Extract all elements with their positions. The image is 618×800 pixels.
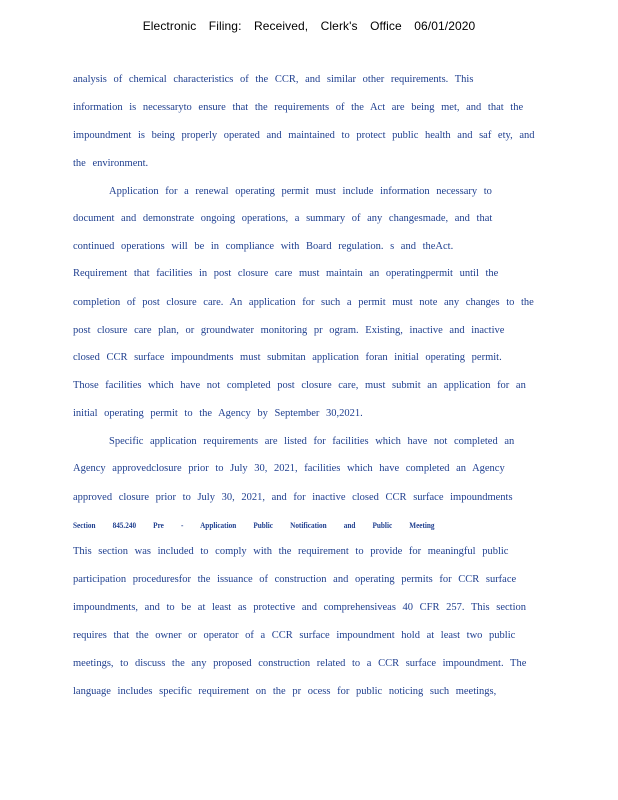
- body-line: Those facilities which have not completed post closure care, must submit an application for an: [73, 380, 526, 391]
- body-line: Agency approvedclosure prior to July 30, 2021, facilities which have completed an Agency: [73, 463, 505, 474]
- body-line: document and demonstrate ongoing operations, a summary of any changesmade, and that: [73, 213, 493, 224]
- body-line: analysis of chemical characteristics of the CCR, and similar other requirements. This: [73, 74, 474, 85]
- section-heading: Section 845.240 Pre - Application Public Notification and Public Meeting: [73, 520, 435, 530]
- body-line: Requirement that facilities in post closure care must maintain an operatingpermit until the: [73, 268, 499, 279]
- body-line: closed CCR surface impoundments must submitan application foran initial operating permit.: [73, 352, 502, 363]
- body-line: language includes specific requirement on the pr ocess for public noticing such meetings,: [73, 686, 497, 697]
- paragraph-first-line: Specific application requirements are listed for facilities which have not completed an: [109, 436, 515, 447]
- body-line: impoundments, and to be at least as protective and comprehensiveas 40 CFR 257. This section: [73, 602, 526, 613]
- body-line: impoundment is being properly operated and maintained to protect public health and saf ety, and: [73, 130, 535, 141]
- filing-stamp-header: Electronic Filing: Received, Clerk's Office 06/01/2020: [142, 19, 476, 33]
- body-line: This section was included to comply with the requirement to provide for meaningful public: [73, 546, 509, 557]
- body-line: participation proceduresfor the issuance of construction and operating permits for CCR surface: [73, 574, 517, 585]
- body-line: continued operations will be in compliance with Board regulation. s and theAct.: [73, 241, 454, 252]
- body-line: the environment.: [73, 158, 149, 169]
- body-line: requires that the owner or operator of a CCR surface impoundment hold at least two public: [73, 630, 516, 641]
- body-line: post closure care plan, or groundwater monitoring pr ogram. Existing, inactive and inactive: [73, 325, 505, 336]
- body-line: information is necessaryto ensure that the requirements of the Act are being met, and that the: [73, 102, 524, 113]
- body-line: meetings, to discuss the any proposed construction related to a CCR surface impoundment. The: [73, 658, 527, 669]
- body-line: approved closure prior to July 30, 2021, and for inactive closed CCR surface impoundments: [73, 492, 513, 503]
- paragraph-first-line: Application for a renewal operating permit must include information necessary to: [109, 186, 492, 197]
- body-line: initial operating permit to the Agency by September 30,2021.: [73, 408, 363, 419]
- body-line: completion of post closure care. An application for such a permit must note any changes to the: [73, 297, 534, 308]
